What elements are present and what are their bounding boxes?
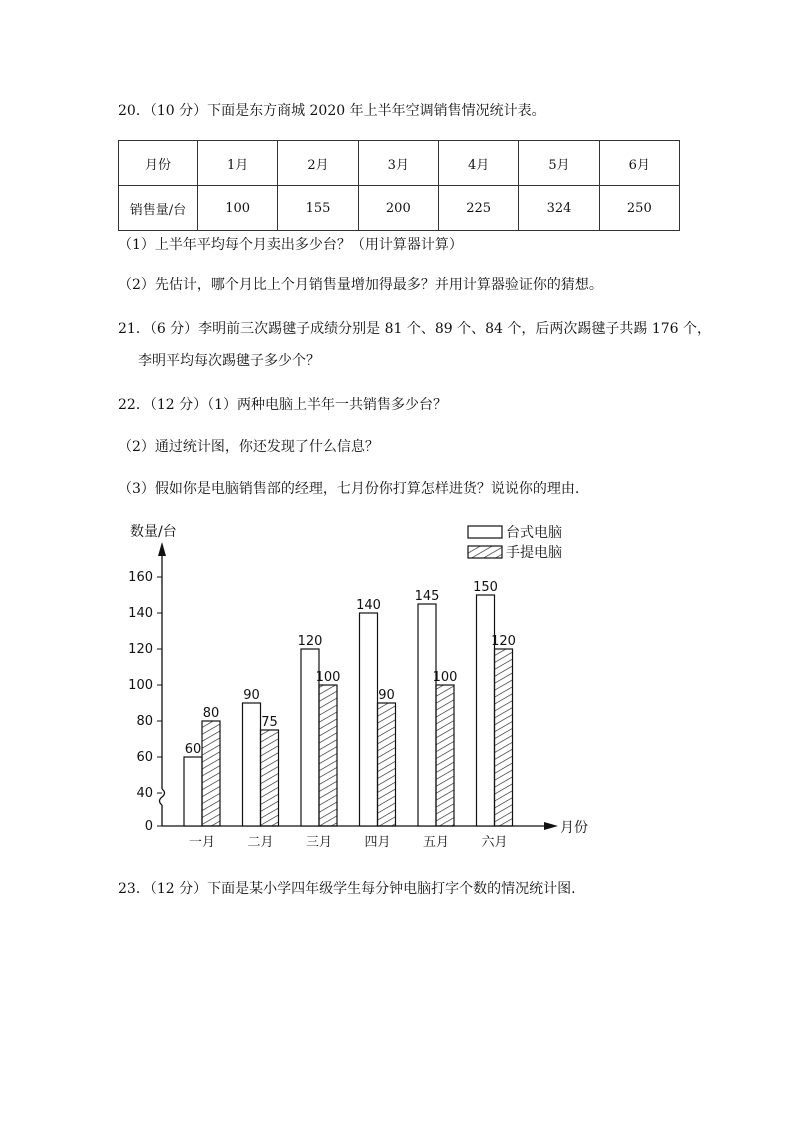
x-tick-label: 一月 xyxy=(188,835,216,850)
q20-heading: 20．（10 分）下面是东方商城 2020 年上半年空调销售情况统计表。 xyxy=(118,103,546,119)
q21-line1: 21．（6 分）李明前三次踢毽子成绩分别是 81 个、89 个、84 个，后两次踢毽子共踢 176 个， xyxy=(118,321,712,337)
table-row xyxy=(119,141,680,186)
table-cell: 2月 xyxy=(278,141,358,186)
bar-value-label: 150 xyxy=(473,580,498,595)
legend-swatch-desktop xyxy=(468,526,502,538)
legend-swatch-laptop xyxy=(468,546,502,558)
y-axis-arrow xyxy=(158,542,166,556)
bar-value-label: 100 xyxy=(432,670,458,685)
bar-value-label: 75 xyxy=(261,715,278,730)
sales-table xyxy=(118,140,680,231)
x-tick-label: 六月 xyxy=(481,835,508,850)
bar-value-label: 120 xyxy=(297,634,323,649)
table-cell: 6月 xyxy=(599,141,679,186)
y-tick-label: 160 xyxy=(128,570,153,585)
q22-line3: （3）假如你是电脑销售部的经理，七月份你打算怎样进货？说说你的理由. xyxy=(118,481,580,497)
y-tick-label: 120 xyxy=(128,642,153,657)
q22-line2: （2）通过统计图，你还发现了什么信息？ xyxy=(118,439,379,455)
sales-bar-chart xyxy=(110,510,620,860)
bar-value-label: 140 xyxy=(356,598,381,613)
table-cell: 100 xyxy=(198,186,278,231)
bar-desktop xyxy=(360,613,378,826)
table-cell: 324 xyxy=(519,186,599,231)
q22-line1: 22．（12 分）（1）两种电脑上半年一共销售多少台？ xyxy=(118,397,447,413)
bar-desktop xyxy=(477,595,495,826)
bar-value-label: 145 xyxy=(414,589,440,604)
x-axis-label: 月份 xyxy=(560,820,588,836)
table-cell: 1月 xyxy=(198,141,278,186)
table-cell: 250 xyxy=(599,186,679,231)
table-cell: 3月 xyxy=(358,141,438,186)
bar-value-label: 90 xyxy=(378,688,395,703)
y-tick-label: 40 xyxy=(136,786,153,801)
bar-value-label: 120 xyxy=(491,634,516,649)
bar-desktop xyxy=(184,757,202,826)
legend-label: 手提电脑 xyxy=(506,545,562,561)
bar-value-label: 90 xyxy=(243,688,260,703)
bar-desktop xyxy=(243,703,261,826)
table-cell: 5月 xyxy=(519,141,599,186)
q21-line2: 李明平均每次踢毽子多少个？ xyxy=(138,353,320,369)
y-tick-label: 60 xyxy=(136,750,153,765)
y-tick-label: 140 xyxy=(128,606,153,621)
bar-value-label: 80 xyxy=(202,706,220,721)
bar-laptop xyxy=(261,730,279,826)
legend-label: 台式电脑 xyxy=(506,525,562,541)
table-cell: 225 xyxy=(438,186,518,231)
x-tick-label: 四月 xyxy=(364,835,391,850)
x-tick-label: 五月 xyxy=(422,835,450,850)
bar-value-label: 100 xyxy=(315,670,341,685)
bar-laptop xyxy=(202,721,220,826)
bar-laptop xyxy=(319,685,337,826)
x-axis-arrow xyxy=(544,822,558,830)
table-row xyxy=(119,186,680,231)
bar-value-label: 60 xyxy=(184,742,202,757)
row-label-sales: 销售量/台 xyxy=(119,186,198,231)
y-tick-label: 80 xyxy=(136,714,153,729)
bar-laptop xyxy=(378,703,396,826)
bar-laptop xyxy=(436,685,454,826)
table-cell: 4月 xyxy=(438,141,518,186)
q23-line1: 23．（12 分）下面是某小学四年级学生每分钟电脑打字个数的情况统计图. xyxy=(118,881,576,897)
x-tick-label: 三月 xyxy=(305,835,333,850)
q20-sub1: （1）上半年平均每个月卖出多少台？（用计算器计算） xyxy=(118,237,463,253)
axis-break-mark xyxy=(160,789,165,805)
x-tick-label: 二月 xyxy=(247,835,274,850)
q20-sub2: （2）先估计，哪个月比上个月销售量增加得最多？并用计算器验证你的猜想。 xyxy=(118,277,603,293)
row-label-month: 月份 xyxy=(119,141,198,186)
table-cell: 200 xyxy=(358,186,438,231)
table-cell: 155 xyxy=(278,186,358,231)
y-tick-label: 100 xyxy=(128,678,153,693)
bar-desktop xyxy=(418,604,436,826)
y-tick-label: 0 xyxy=(144,819,153,834)
bar-laptop xyxy=(495,649,513,826)
y-axis-label: 数量/台 xyxy=(130,524,177,540)
